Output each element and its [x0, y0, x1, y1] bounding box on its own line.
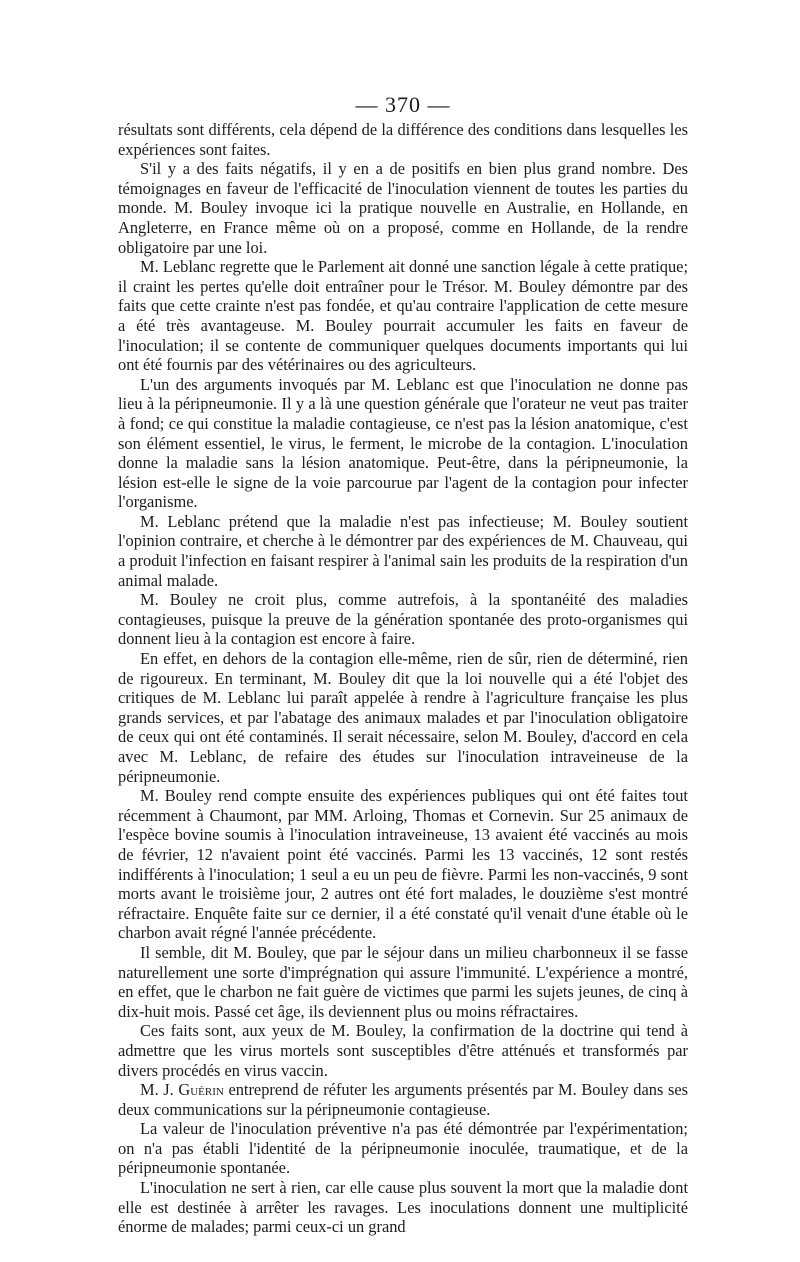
- paragraph: Ces faits sont, aux yeux de M. Bouley, la confirmation de la doctrine qui tend à admettre que les virus mortels sont susceptibles d'être atténués et transformés par divers procédés en virus vaccin.: [118, 1021, 688, 1080]
- paragraph: La valeur de l'inoculation préventive n'a pas été démontrée par l'expérimentation; on n'a pas établi l'identité de la péripneumonie inoculée, traumatique, et de la péripneumonie spontanée.: [118, 1119, 688, 1178]
- paragraph: S'il y a des faits négatifs, il y en a de positifs en bien plus grand nombre. Des témoignages en faveur de l'efficacité de l'inoculation viennent de toutes les parties du monde. M. Bouley invoque ici la pratique nouvelle en Australie, en Hollande, en Angleterre, en France même où on a proposé, comme en Hollande, de la rendre obligatoire par une loi.: [118, 159, 688, 257]
- speaker-name: Guérin: [178, 1080, 224, 1100]
- paragraph-continuation: résultats sont différents, cela dépend de la différence des conditions dans lesquelles les expériences sont faites.: [118, 120, 688, 159]
- paragraph: M. Leblanc regrette que le Parlement ait donné une sanction légale à cette pratique; il craint les pertes qu'elle doit entraîner pour le Trésor. M. Bouley démontre par des faits que cette crainte n'est pas fondée, et qu'au contraire l'application de cette mesure a été très avantageuse. M. Bouley pourrait accumuler les faits en faveur de l'inoculation; il se contente de communiquer quelques documents importants qui lui ont été fournis par des vétérinaires ou des agriculteurs.: [118, 257, 688, 375]
- page-number: — 370 —: [355, 92, 451, 117]
- speaker-prefix: M. J.: [140, 1080, 179, 1100]
- paragraph: M. Leblanc prétend que la maladie n'est pas infectieuse; M. Bouley soutient l'opinion contraire, et cherche à le démontrer par des expériences de M. Chauveau, qui a produit l'infection en faisant respirer à l'animal sain les produits de la respiration d'un animal malade.: [118, 511, 688, 590]
- paragraph: L'inoculation ne sert à rien, car elle cause plus souvent la mort que la maladie dont elle est destinée à arrêter les ravages. Les inoculations donnent une multiplicité énorme de malades; parmi ceux-ci un grand: [118, 1178, 688, 1237]
- paragraph: En effet, en dehors de la contagion elle-même, rien de sûr, rien de déterminé, rien de rigoureux. En terminant, M. Bouley dit que la loi nouvelle qui a été l'objet des critiques de M. Leblanc lui paraît appelée à rendre à l'agriculture française les plus grands services, et par l'abatage des animaux malades et par l'inoculation obligatoire de ceux qui ont été contaminés. Il serait nécessaire, selon M. Bouley, d'accord en cela avec M. Leblanc, de refaire des études sur l'inoculation intraveineuse de la péripneumonie.: [118, 649, 688, 786]
- paragraph: M. Bouley rend compte ensuite des expériences publiques qui ont été faites tout récemment à Chaumont, par MM. Arloing, Thomas et Cornevin. Sur 25 animaux de l'espèce bovine soumis à l'inoculation intraveineuse, 13 avaient été vaccinés au mois de février, 12 n'avaient point été vaccinés. Parmi les 13 vaccinés, 12 sont restés indifférents à l'inoculation; 1 seul a eu un peu de fièvre. Parmi les non-vaccinés, 9 sont morts avant le troisième jour, 2 autres ont été fort malades, le douzième s'est montré réfractaire. Enquête faite sur ce dernier, il a été constaté qu'il venait d'une étable où le charbon avait régné l'année précédente.: [118, 786, 688, 943]
- paragraph-text: entreprend de réfuter les arguments présentés par M. Bouley dans ses deux communications sur la péripneumonie contagieuse.: [118, 1080, 688, 1119]
- paragraph: Il semble, dit M. Bouley, que par le séjour dans un milieu charbonneux il se fasse naturellement une sorte d'imprégnation qui assure l'immunité. L'expérience a montré, en effet, que le charbon ne fait guère de victimes que parmi les sujets jeunes, de cinq à dix-huit mois. Passé cet âge, ils deviennent plus ou moins réfractaires.: [118, 942, 688, 1021]
- paragraph: L'un des arguments invoqués par M. Leblanc est que l'inoculation ne donne pas lieu à la péripneumonie. Il y a là une question générale que l'orateur ne veut pas traiter à fond; ce qui constitue la maladie contagieuse, ce n'est pas la lésion anatomique, c'est son élément essentiel, le virus, le ferment, le microbe de la contagion. L'inoculation donne la maladie sans la lésion anatomique. Peut-être, dans la péripneumonie, la lésion est-elle le signe de la voie parcourue par l'agent de la contagion pour infecter l'organisme.: [118, 374, 688, 512]
- body-text: [118, 120, 688, 1237]
- paragraph-guerin: [118, 1080, 688, 1119]
- paragraph: M. Bouley ne croit plus, comme autrefois, à la spontanéité des maladies contagieuses, puisque la preuve de la génération spontanée des proto-organismes qui donnent lieu à la contagion est encore à faire.: [118, 590, 688, 649]
